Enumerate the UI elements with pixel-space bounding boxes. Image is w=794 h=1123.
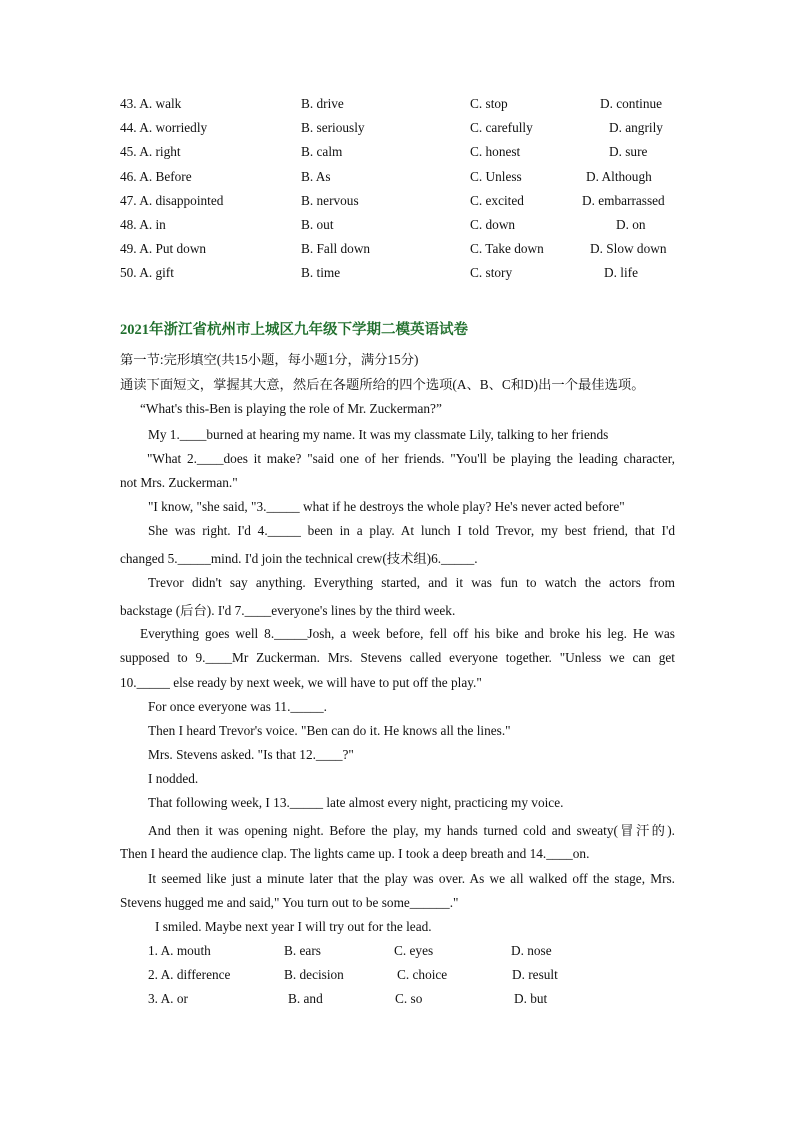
passage-line: backstage (后台). I'd 7.____everyone's lines by the third week.: [120, 603, 456, 618]
option-d: D. on: [616, 217, 646, 232]
passage-line: "What 2.____does it make? "said one of her friends. "You'll be playing the leading character,: [147, 451, 675, 466]
option-a: 2. A. difference: [148, 967, 231, 982]
option-a: 45. A. right: [120, 144, 181, 159]
option-row: [0, 991, 794, 1011]
passage-line: That following week, I 13._____ late almost every night, practicing my voice.: [148, 795, 564, 810]
exam-title: 2021年浙江省杭州市上城区九年级下学期二模英语试卷: [120, 322, 468, 338]
option-d: D. but: [514, 991, 548, 1006]
option-a: 44. A. worriedly: [120, 120, 208, 135]
option-d: D. angrily: [609, 120, 663, 135]
option-d: D. life: [604, 265, 638, 280]
option-b: B. ears: [284, 943, 321, 958]
passage-line: And then it was opening night. Before the play, my hands turned cold and sweaty(冒汗的).: [148, 823, 675, 838]
option-d: D. sure: [609, 144, 648, 159]
passage-line: Then I heard the audience clap. The lights came up. I took a deep breath and 14.____on.: [120, 846, 590, 861]
option-row: [0, 241, 794, 261]
option-a: 43. A. walk: [120, 96, 182, 111]
option-c: C. stop: [470, 96, 508, 111]
option-b: B. drive: [301, 96, 344, 111]
passage-line: It seemed like just a minute later that the play was over. As we all walked off the stage, Mrs.: [148, 871, 675, 886]
passage-line: Then I heard Trevor's voice. "Ben can do it. He knows all the lines.": [148, 723, 511, 738]
option-d: D. Although: [586, 169, 652, 184]
option-row: [0, 193, 794, 213]
option-a: 49. A. Put down: [120, 241, 207, 256]
passage-line: She was right. I'd 4._____ been in a play. At lunch I told Trevor, my best friend, that I'd: [148, 523, 675, 538]
option-row: [0, 169, 794, 189]
option-c: C. Unless: [470, 169, 522, 184]
option-d: D. embarrassed: [582, 193, 665, 208]
option-a: 48. A. in: [120, 217, 166, 232]
option-b: B. and: [288, 991, 323, 1006]
option-a: 50. A. gift: [120, 265, 174, 280]
passage-line: Mrs. Stevens asked. "Is that 12.____?": [148, 747, 354, 762]
option-b: B. nervous: [301, 193, 359, 208]
option-a: 46. A. Before: [120, 169, 192, 184]
section-heading: 第一节:完形填空(共15小题，每小题1分，满分15分): [120, 352, 419, 367]
option-row: [0, 967, 794, 987]
option-c: C. down: [470, 217, 516, 232]
passage-line: I smiled. Maybe next year I will try out for the lead.: [155, 919, 432, 934]
option-row: [0, 943, 794, 963]
option-d: D. Slow down: [590, 241, 667, 256]
option-b: B. calm: [301, 144, 343, 159]
option-b: B. time: [301, 265, 341, 280]
option-row: [0, 120, 794, 140]
option-b: B. out: [301, 217, 334, 232]
option-a: 1. A. mouth: [148, 943, 211, 958]
passage-line: 10._____ else ready by next week, we will have to put off the play.": [120, 675, 482, 690]
option-c: C. eyes: [394, 943, 434, 958]
option-row: [0, 144, 794, 164]
option-c: C. choice: [397, 967, 448, 982]
option-b: B. Fall down: [301, 241, 371, 256]
passage-line: supposed to 9.____Mr Zuckerman. Mrs. Stevens called everyone together. "Unless we can get: [120, 650, 675, 665]
option-row: [0, 217, 794, 237]
passage-line: Trevor didn't say anything. Everything started, and it was fun to watch the actors from: [148, 575, 675, 590]
option-b: B. decision: [284, 967, 344, 982]
option-a: 47. A. disappointed: [120, 193, 224, 208]
passage-line: I nodded.: [148, 771, 199, 786]
option-c: C. Take down: [470, 241, 544, 256]
passage-line: Stevens hugged me and said," You turn out to be some______.": [120, 895, 459, 910]
option-c: C. honest: [470, 144, 521, 159]
option-d: D. continue: [600, 96, 663, 111]
option-c: C. story: [470, 265, 513, 280]
option-c: C. carefully: [470, 120, 533, 135]
instruction: 通读下面短文，掌握其大意，然后在各题所给的四个选项(A、B、C和D)出一个最佳选项。: [120, 377, 645, 392]
option-d: D. nose: [511, 943, 552, 958]
passage-line: For once everyone was 11._____.: [148, 699, 327, 714]
option-c: C. so: [395, 991, 423, 1006]
passage-line: not Mrs. Zuckerman.": [120, 475, 238, 490]
option-row: [0, 96, 794, 116]
option-c: C. excited: [470, 193, 524, 208]
passage-line: My 1.____burned at hearing my name. It was my classmate Lily, talking to her friends: [148, 427, 609, 442]
passage-line: "I know, "she said, "3._____ what if he destroys the whole play? He's never acted before": [148, 499, 625, 514]
option-a: 3. A. or: [148, 991, 188, 1006]
passage-line: “What's this-Ben is playing the role of Mr. Zuckerman?”: [140, 401, 442, 416]
option-b: B. seriously: [301, 120, 365, 135]
option-row: [0, 265, 794, 285]
passage-line: Everything goes well 8._____Josh, a week before, fell off his bike and broke his leg. He was: [140, 626, 675, 641]
option-b: B. As: [301, 169, 331, 184]
option-d: D. result: [512, 967, 558, 982]
passage-line: changed 5._____mind. I'd join the technical crew(技术组)6._____.: [120, 551, 478, 566]
